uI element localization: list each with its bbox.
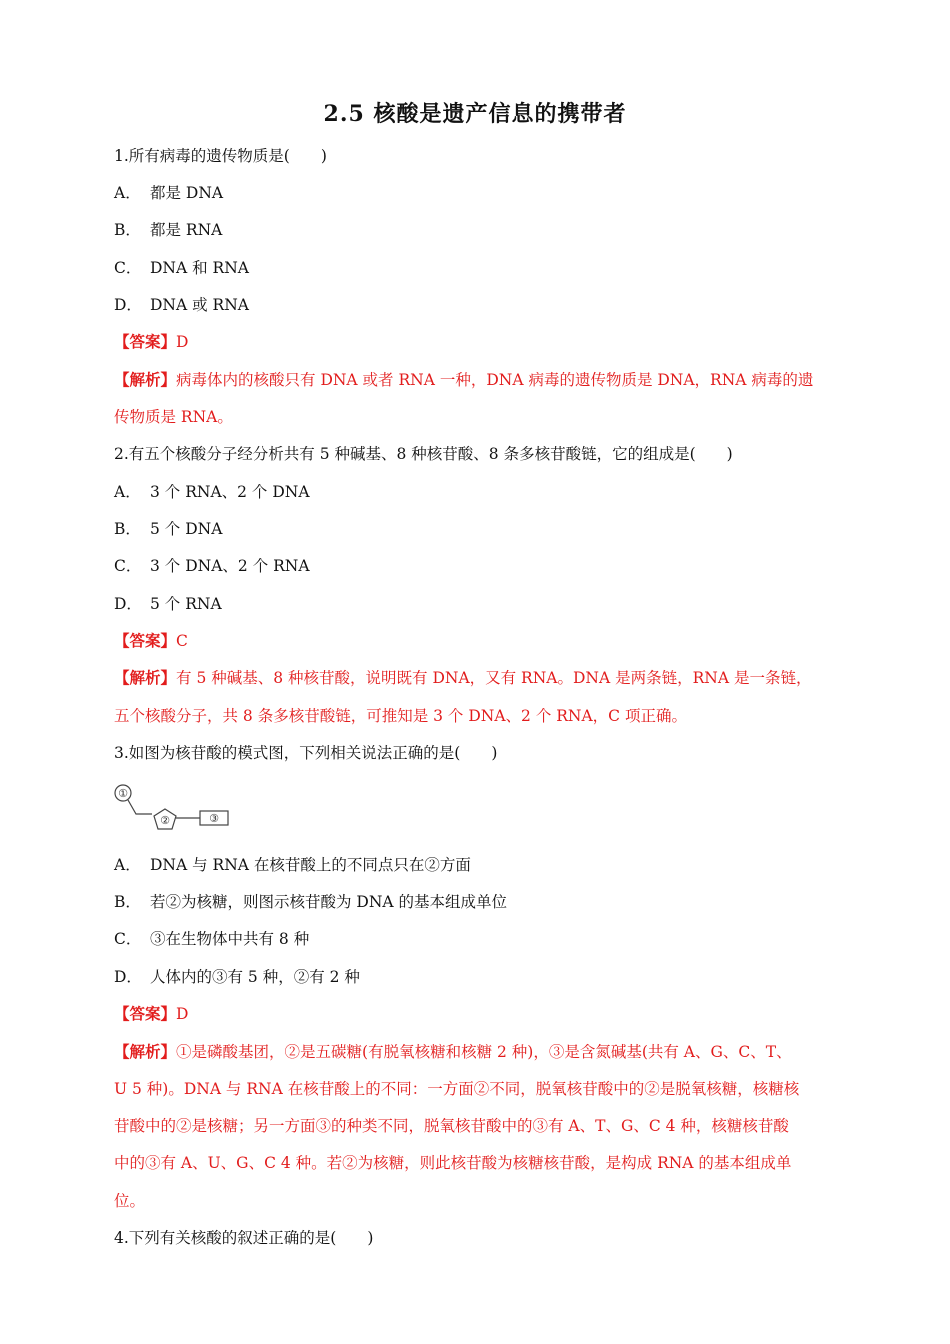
question-1-analysis-line-1: 【解析】病毒体内的核酸只有 DNA 或者 RNA 一种，DNA 病毒的遗传物质是 DNA，RNA 病毒的遗	[114, 370, 814, 389]
question-1-option-d: D． DNA 或 RNA	[114, 296, 249, 314]
question-3-analysis-line-5: 位。	[114, 1192, 146, 1210]
question-2-analysis-line-2: 五个核酸分子，共 8 条多核苷酸链，可推知是 3 个 DNA、2 个 RNA，C 项正确。	[114, 707, 687, 725]
nucleotide-diagram	[114, 782, 244, 834]
diagram-label-2: ②	[160, 814, 170, 827]
question-3-option-c: C． ③在生物体中共有 8 种	[114, 930, 310, 948]
question-2-option-d: D． 5 个 RNA	[114, 595, 222, 613]
question-3-option-a: A． DNA 与 RNA 在核苷酸上的不同点只在②方面	[114, 856, 471, 874]
page-title: 2.5 核酸是遗产信息的携带者	[323, 101, 627, 127]
question-1-option-a: A． 都是 DNA	[114, 184, 224, 202]
diagram-label-3: ③	[209, 812, 219, 825]
question-1-option-c: C． DNA 和 RNA	[114, 259, 249, 277]
question-3-analysis-line-1: 【解析】①是磷酸基团，②是五碳糖(有脱氧核糖和核糖 2 种)，③是含氮碱基(共有 A、G、C、T、	[114, 1042, 792, 1061]
connector-1	[128, 800, 152, 814]
question-2-analysis-line-1: 【解析】有 5 种碱基、8 种核苷酸，说明既有 DNA，又有 RNA。DNA 是两条链，RNA 是一条链，	[114, 668, 812, 687]
question-3-stem: 3.如图为核苷酸的模式图，下列相关说法正确的是( )	[114, 744, 498, 762]
question-1-option-b: B． 都是 RNA	[114, 221, 223, 239]
question-3-analysis-line-4: 中的③有 A、U、G、C 4 种。若②为核糖，则此核苷酸为核糖核苷酸，是构成 RNA 的基本组成单	[114, 1154, 792, 1172]
question-1-stem: 1.所有病毒的遗传物质是( )	[114, 147, 327, 165]
question-2-option-a: A． 3 个 RNA、2 个 DNA	[114, 483, 310, 501]
question-3-option-b: B． 若②为核糖，则图示核苷酸为 DNA 的基本组成单位	[114, 893, 508, 911]
question-2-answer: 【答案】C	[114, 631, 188, 650]
question-2-stem: 2.有五个核酸分子经分析共有 5 种碱基、8 种核苷酸、8 条多核苷酸链，它的组成是( )	[114, 445, 733, 463]
question-3-option-d: D． 人体内的③有 5 种，②有 2 种	[114, 968, 360, 986]
question-1-analysis-line-2: 传物质是 RNA。	[114, 408, 233, 426]
question-4-stem: 4.下列有关核酸的叙述正确的是( )	[114, 1229, 374, 1247]
question-3-analysis-line-2: U 5 种)。DNA 与 RNA 在核苷酸上的不同：一方面②不同，脱氧核苷酸中的②是脱氧核糖，核糖核	[114, 1080, 800, 1098]
question-3-answer: 【答案】D	[114, 1004, 189, 1023]
diagram-label-1: ①	[118, 787, 128, 800]
question-3-analysis-line-3: 苷酸中的②是核糖；另一方面③的种类不同，脱氧核苷酸中的③有 A、T、G、C 4 种，核糖核苷酸	[114, 1117, 789, 1135]
question-2-option-c: C． 3 个 DNA、2 个 RNA	[114, 557, 310, 575]
question-2-option-b: B． 5 个 DNA	[114, 520, 223, 538]
question-1-answer: 【答案】D	[114, 332, 189, 351]
